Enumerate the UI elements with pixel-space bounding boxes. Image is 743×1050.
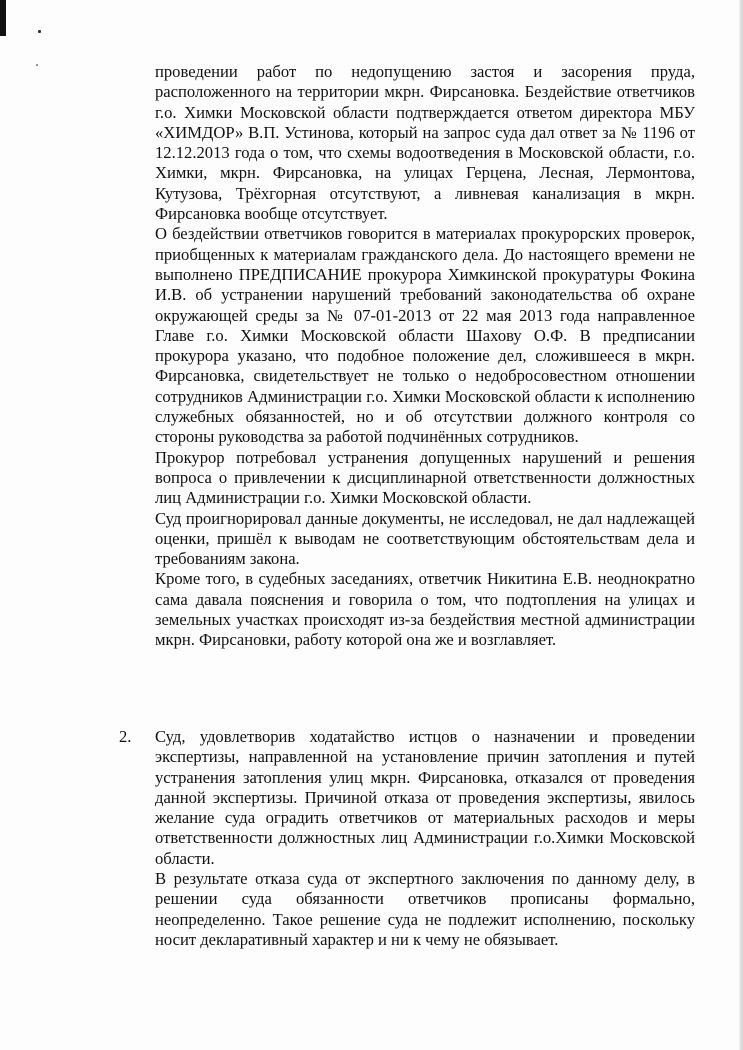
paragraph: О бездействии ответчиков говорится в материалах прокурорских проверок, приобщенных к материалам гражданского дела. До настоящего времени не выполнено ПРЕДПИСАНИЕ прокурора Химкинской прокуратуры Фокина И.В. об устранении нарушений требований законодательства об охране окружающей среды за № 07-01-2013 от 22 мая 2013 года направленное Главе г.о. Химки Московской области Шахову О.Ф. В предписании прокурора указано, что подобное положение дел, сложившееся в мкрн. Фирсановка, свидетельствует не только о недобросовестном отношении сотрудников Администрации г.о. Химки Московской области к исполнению служебных обязанностей, но и об отсутствии должного контроля со стороны руководства за работой подчинённых сотрудников. [155, 224, 695, 447]
scan-edge-mark [0, 0, 6, 36]
scan-speck [38, 30, 41, 33]
paragraph: Кроме того, в судебных заседаниях, ответчик Никитина Е.В. неоднократно сама давала пояснения и говорила о том, что подтопления на улицах и земельных участках происходят из-за бездействия местной администрации мкрн. Фирсановки, работу которой она же и возглавляет. [155, 569, 695, 650]
body-text [155, 62, 695, 651]
paragraph: проведении работ по недопущению застоя и засорения пруда, расположенного на территории мкрн. Фирсановка. Бездействие ответчиков г.о. Химки Московской области подтверждается ответом директора МБУ «ХИМДОР» В.П. Устинова, который на запрос суда дал ответ за № 1196 от 12.12.2013 года о том, что схемы водоотведения в Московской области, г.о. Химки, мкрн. Фирсановка, на улицах Герцена, Лесная, Лермонтова, Кутузова, Трёхгорная отсутствуют, а ливневая канализация в мкрн. Фирсановка вообще отсутствует. [155, 62, 695, 224]
list-item-body [155, 727, 695, 950]
list-number: 2. [119, 727, 132, 746]
paragraph: В результате отказа суда от экспертного заключения по данному делу, в решении суда обязанности ответчиков прописаны формально, неопределенно. Такое решение суда не подлежит исполнению, поскольку носит декларативный характер и ни к чему не обязывает. [155, 869, 695, 949]
paragraph: Прокурор потребовал устранения допущенных нарушений и решения вопроса о привлечении к дисциплинарной ответственности должностных лиц Администрации г.о. Химки Московской области. [155, 447, 695, 508]
paragraph: Суд, удовлетворив ходатайство истцов о назначении и проведении экспертизы, направленной на установление причин затопления и путей устранения затопления улиц мкрн. Фирсановка, отказался от проведения данной экспертизы. Причиной отказа от проведения экспертизы, явилось желание суда оградить ответчиков от материальных расходов и меры ответственности должностных лиц Администрации г.о.Химки Московской области. [155, 727, 695, 868]
scan-speck [36, 64, 38, 66]
scan-edge-shadow [739, 0, 743, 1050]
paragraph: Суд проигнорировал данные документы, не исследовал, не дал надлежащей оценки, пришёл к выводам не соответствующим обстоятельствам дела и требованиям закона. [155, 508, 695, 569]
